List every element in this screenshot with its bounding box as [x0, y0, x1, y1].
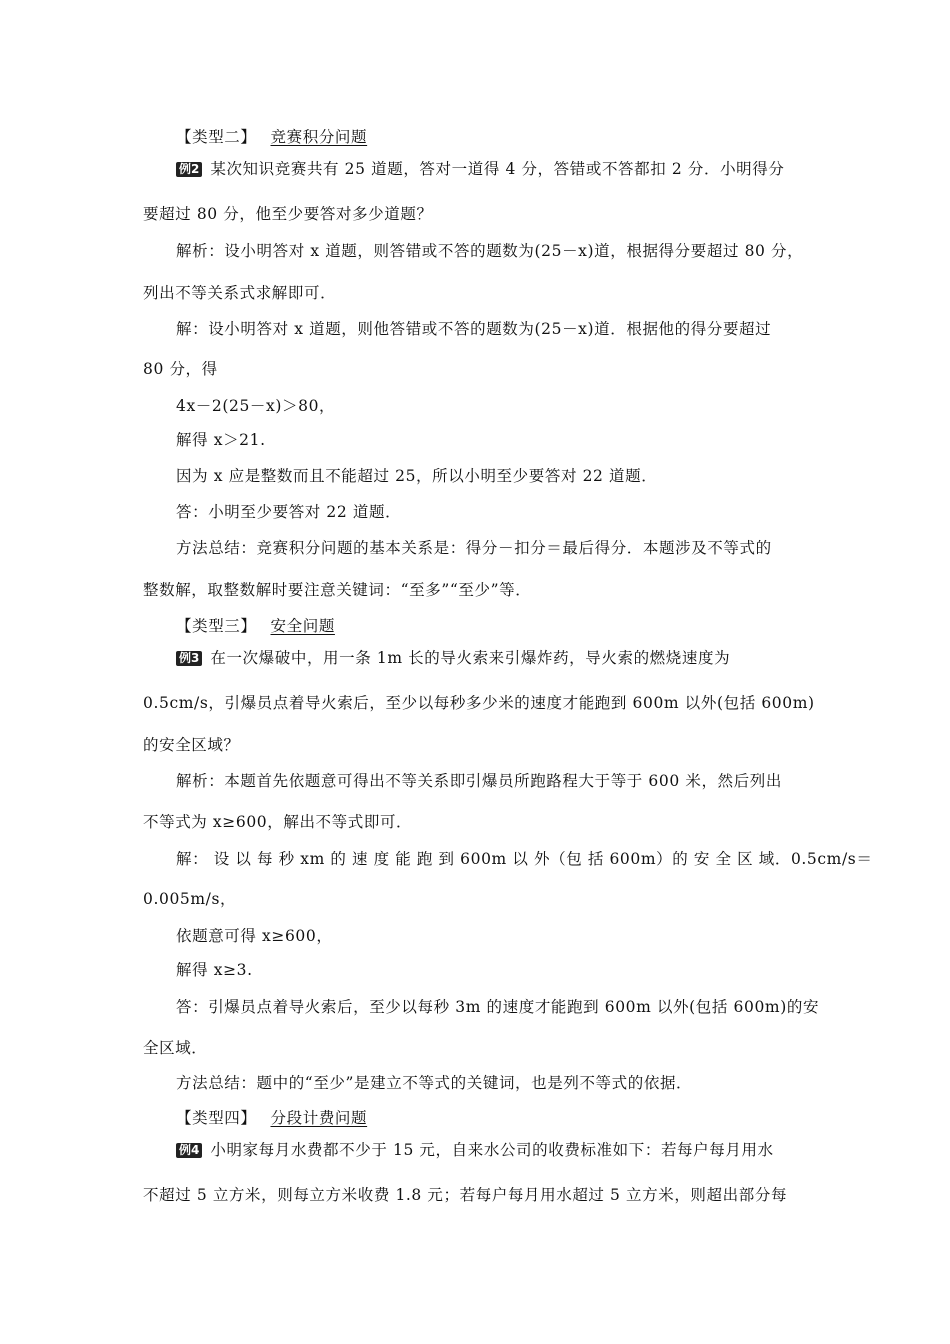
solution-line: 因为 x 应是整数而且不能超过 25，所以小明至少要答对 22 道题． — [176, 467, 658, 485]
equation-line: 4x－2(25－x)＞80， — [176, 397, 336, 415]
type-title: 安全问题 — [270, 617, 335, 635]
example-badge: 例2 — [176, 162, 202, 177]
example-badge: 例3 — [176, 651, 202, 666]
analysis-line: 列出不等关系式求解即可． — [143, 284, 337, 302]
answer-line: 答：小明至少要答对 22 道题． — [176, 503, 402, 521]
example-question-line — [176, 159, 784, 179]
type-title: 竞赛积分问题 — [270, 128, 368, 146]
type-title: 分段计费问题 — [270, 1109, 368, 1127]
question-text: 某次知识竞赛共有 25 道题，答对一道得 4 分，答错或不答都扣 2 分．小明得分 — [210, 160, 785, 178]
type-tag: 【类型二】 — [176, 128, 257, 146]
example-question-line — [176, 648, 730, 668]
answer-line: 答：引爆员点着导火索后，至少以每秒 3m 的速度才能跑到 600m 以外(包括 600m)的安 — [176, 998, 820, 1016]
question-continuation: 的安全区域？ — [143, 736, 240, 754]
section-heading-type4 — [176, 1108, 367, 1128]
type-tag: 【类型四】 — [176, 1109, 257, 1127]
question-text: 在一次爆破中，用一条 1m 长的导火索来引爆炸药，导火索的燃烧速度为 — [210, 649, 731, 667]
section-heading-type2 — [176, 127, 367, 147]
answer-line: 全区域． — [143, 1039, 208, 1057]
solution-line: 0.005m/s， — [143, 890, 237, 908]
analysis-line: 解析：设小明答对 x 道题，则答错或不答的题数为(25－x)道，根据得分要超过 80 分， — [176, 242, 804, 260]
example-question-line — [176, 1140, 774, 1160]
solution-line: 解： 设 以 每 秒 xm 的 速 度 能 跑 到 600m 以 外（包 括 600m）的 安 全 区 域．0.5cm/s＝ — [176, 850, 873, 868]
summary-line: 方法总结：题中的“至少”是建立不等式的关键词，也是列不等式的依据． — [176, 1074, 693, 1092]
question-continuation: 要超过 80 分，他至少要答对多少道题？ — [143, 205, 433, 223]
equation-line: 依题意可得 x≥600， — [176, 927, 333, 945]
solution-line: 解得 x＞21. — [176, 431, 266, 449]
question-continuation: 0.5cm/s，引爆员点着导火索后，至少以每秒多少米的速度才能跑到 600m 以外(包括 600m) — [143, 694, 815, 712]
solution-line: 80 分，得 — [143, 360, 218, 378]
analysis-line: 不等式为 x≥600，解出不等式即可． — [143, 813, 413, 831]
question-continuation: 不超过 5 立方米，则每立方米收费 1.8 元；若每户每月用水超过 5 立方米，则超出部分每 — [143, 1186, 788, 1204]
example-badge: 例4 — [176, 1143, 202, 1158]
summary-line: 整数解，取整数解时要注意关键词：“至多”“至少”等． — [143, 581, 532, 599]
summary-line: 方法总结：竞赛积分问题的基本关系是：得分－扣分＝最后得分．本题涉及不等式的 — [176, 539, 772, 557]
solution-line: 解得 x≥3. — [176, 961, 253, 979]
analysis-line: 解析：本题首先依题意可得出不等关系即引爆员所跑路程大于等于 600 米，然后列出 — [176, 772, 782, 790]
question-text: 小明家每月水费都不少于 15 元，自来水公司的收费标准如下：若每户每月用水 — [210, 1141, 774, 1159]
type-tag: 【类型三】 — [176, 617, 257, 635]
solution-line: 解：设小明答对 x 道题，则他答错或不答的题数为(25－x)道．根据他的得分要超过 — [176, 320, 772, 338]
section-heading-type3 — [176, 616, 335, 636]
